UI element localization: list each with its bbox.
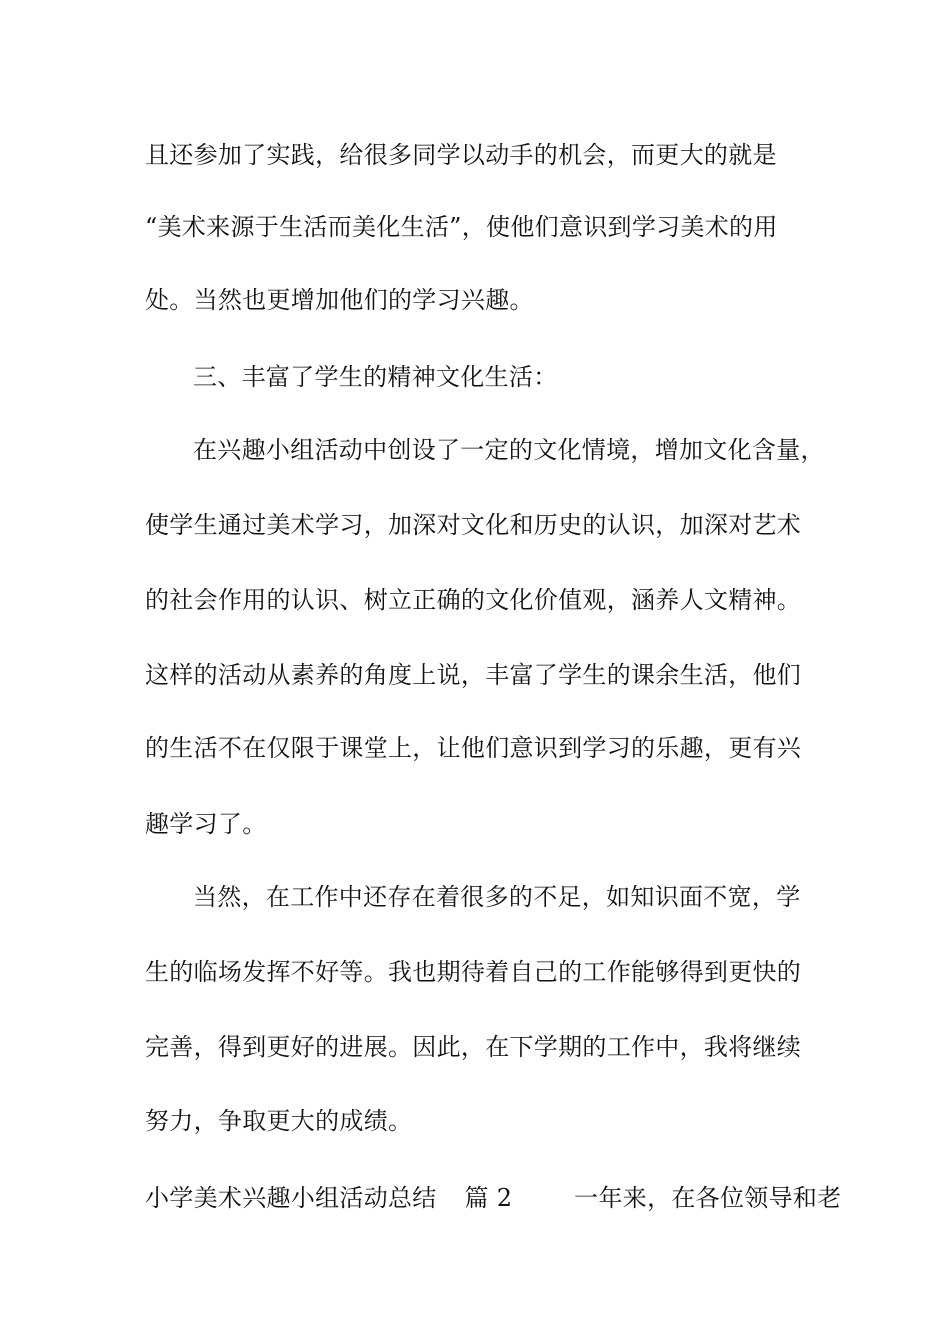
paragraph-line: 处。当然也更增加他们的学习兴趣。 xyxy=(145,286,534,314)
paragraph-line: 完善，得到更好的进展。因此，在下学期的工作中，我将继续 xyxy=(145,1033,802,1061)
paragraph-line: “美术来源于生活而美化生活”，使他们意识到学习美术的用 xyxy=(145,213,778,241)
paragraph-line: 且还参加了实践，给很多同学以动手的机会，而更大的就是 xyxy=(145,141,777,169)
paragraph-line: 的生活不在仅限于课堂上，让他们意识到学习的乐趣，更有兴 xyxy=(145,734,802,762)
paragraph-line: 使学生通过美术学习，加深对文化和历史的认识，加深对艺术 xyxy=(145,511,802,539)
article-part-number: 篇 2 xyxy=(464,1184,513,1212)
paragraph-line: 生的临场发挥不好等。我也期待着自己的工作能够得到更快的 xyxy=(145,958,802,986)
paragraph-line: 当然，在工作中还存在着很多的不足，如知识面不宽，学 xyxy=(193,883,801,911)
paragraph-line: 努力，争取更大的成绩。 xyxy=(145,1107,413,1135)
paragraph-line: 趣学习了。 xyxy=(145,810,267,838)
article-title: 小学美术兴趣小组活动总结 xyxy=(145,1184,437,1212)
article-heading-line xyxy=(145,1183,841,1213)
article-opening-text: 一年来，在各位领导和老 xyxy=(574,1184,842,1212)
paragraph-line: 的社会作用的认识、树立正确的文化价值观，涵养人文精神。 xyxy=(145,586,802,614)
paragraph-line: 在兴趣小组活动中创设了一定的文化情境，增加文化含量， xyxy=(193,436,825,464)
paragraph-line: 这样的活动从素养的角度上说，丰富了学生的课余生活，他们 xyxy=(145,661,802,689)
section-heading: 三、丰富了学生的精神文化生活： xyxy=(193,363,558,391)
